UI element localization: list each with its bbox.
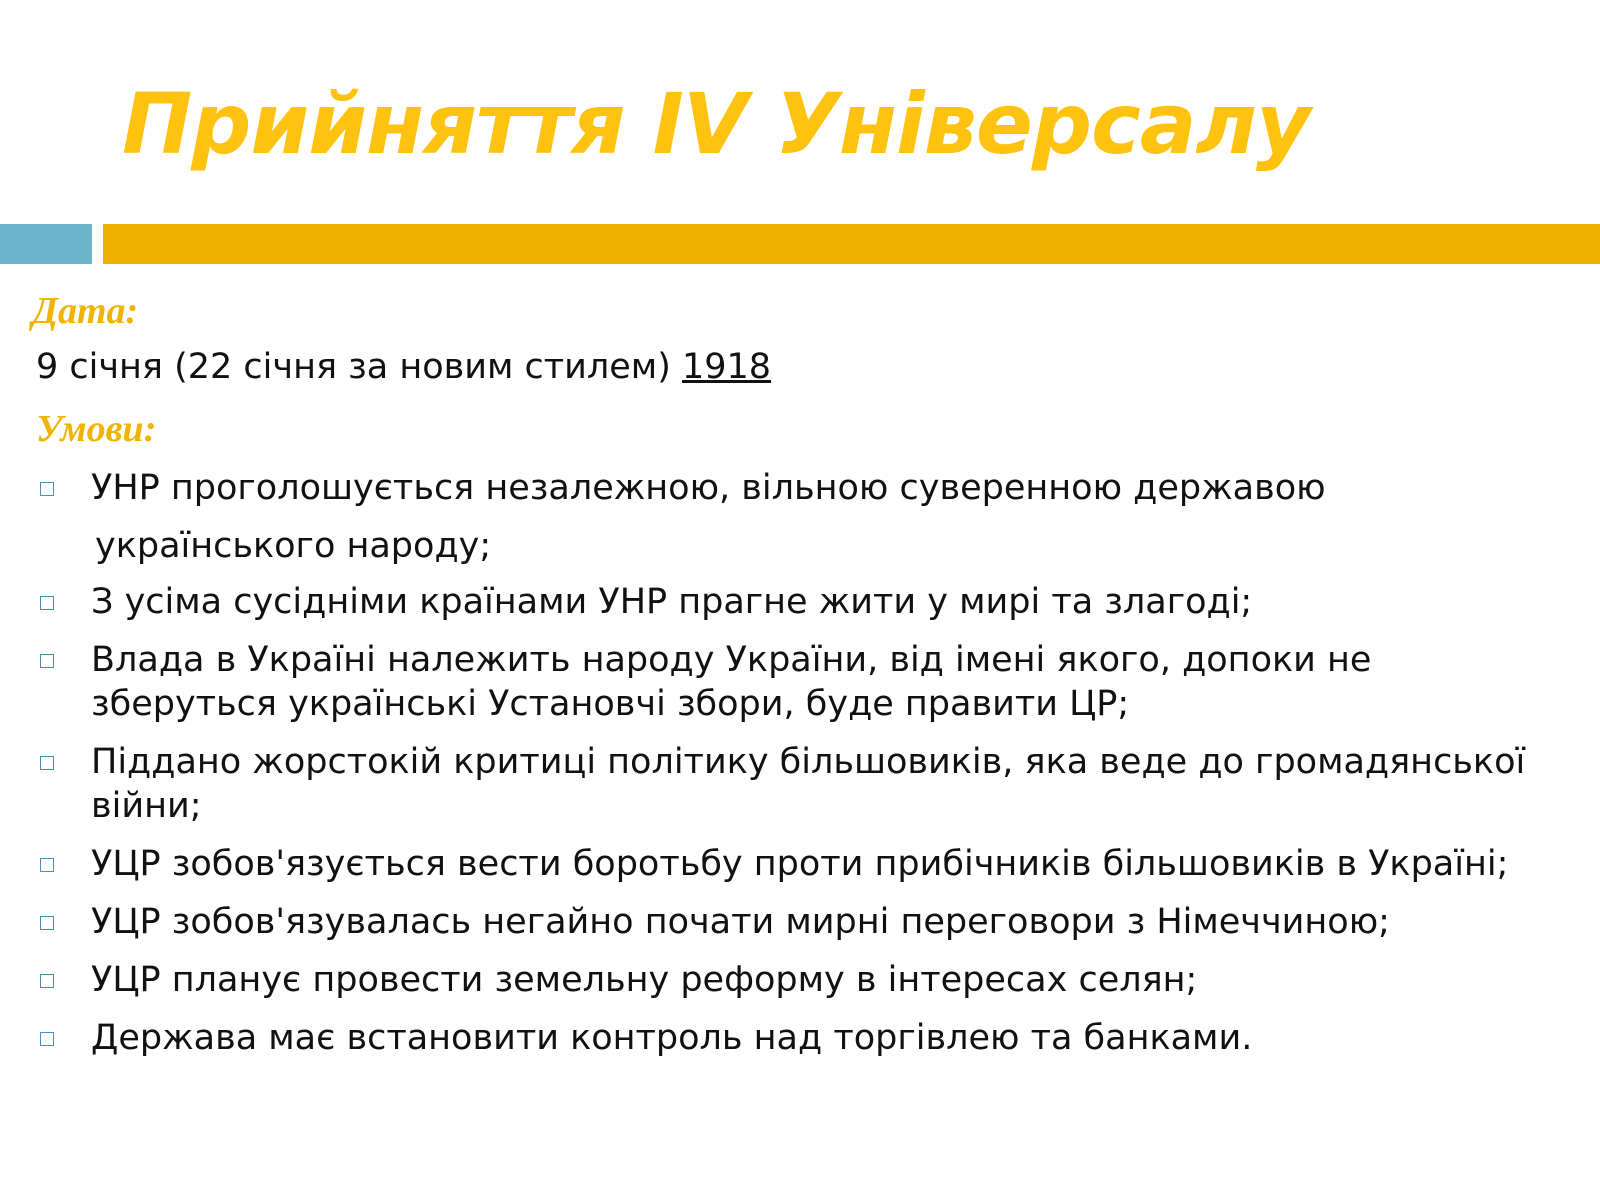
list-item-text: Влада в Україні належить народу України, від імені якого, допоки не зберуться українські Установчі збори, буде правити ЦР; xyxy=(91,640,1372,724)
list-item xyxy=(36,580,1556,624)
list-item xyxy=(36,466,1556,568)
square-bullet-icon xyxy=(40,974,54,988)
date-label: Дата: xyxy=(32,290,139,332)
list-item-text: Держава має встановити контроль над торгівлею та банками. xyxy=(91,1018,1253,1058)
square-bullet-icon xyxy=(40,1032,54,1046)
list-item-text: УЦР зобов'язувалась негайно почати мирні переговори з Німеччиною; xyxy=(91,902,1390,942)
year-link[interactable]: 1918 xyxy=(681,347,772,387)
square-bullet-icon xyxy=(40,916,54,930)
list-item xyxy=(36,638,1556,726)
list-item xyxy=(36,900,1556,944)
list-item-text: З усіма сусідніми країнами УНР прагне жити у мирі та злагоді; xyxy=(91,582,1253,622)
square-bullet-icon xyxy=(40,858,54,872)
accent-bar-left xyxy=(0,224,92,264)
date-value: 9 січня (22 січня за новим стилем) xyxy=(36,347,682,387)
list-item-text: УЦР зобов'язується вести боротьбу проти прибічників більшовиків в Україні; xyxy=(91,844,1509,884)
list-item xyxy=(36,740,1556,828)
list-item-text: УНР проголошується незалежною, вільною суверенною державою xyxy=(91,468,1326,508)
list-item xyxy=(36,958,1556,1002)
list-item-text: Піддано жорстокій критиці політику більшовиків, яка веде до громадянської війни; xyxy=(91,742,1526,826)
conditions-list xyxy=(36,466,1556,1074)
date-text xyxy=(36,346,771,390)
accent-bar-right xyxy=(103,224,1600,264)
list-item xyxy=(36,842,1556,886)
square-bullet-icon xyxy=(40,482,54,496)
list-item xyxy=(36,1016,1556,1060)
square-bullet-icon xyxy=(40,756,54,770)
list-item-text: УЦР планує провести земельну реформу в інтересах селян; xyxy=(91,960,1198,1000)
square-bullet-icon xyxy=(40,654,54,668)
slide-title: Прийняття IV Універсалу xyxy=(122,75,1310,173)
conditions-label: Умови: xyxy=(36,408,157,450)
square-bullet-icon xyxy=(40,596,54,610)
list-item-continuation: українського народу; xyxy=(95,526,492,566)
